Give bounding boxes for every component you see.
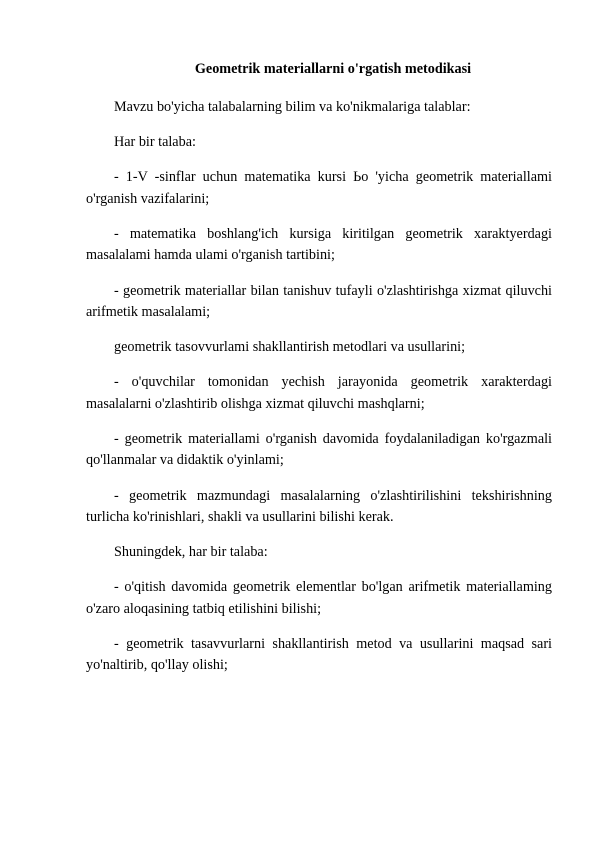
- paragraph-item-exercises: - o'quvchilar tomonidan yechish jarayonida geometrik xarakterdagi masalalarni o'zlashtirib olishga xizmat qiluvchi mashqlarni;: [86, 374, 552, 412]
- paragraph-item-checking: - geometrik mazmundagi masalalarning o'zlashtirilishini tekshirishning turlicha ko'rinishlari, shakli va usullarini bilishi kerak.: [86, 487, 552, 526]
- paragraph-requirements-intro: Mavzu bo'yicha talabalarning bilim va ko'nikmalariga talablar:: [114, 99, 471, 115]
- paragraph-item-tasks: - 1-V -sinflar uchun matematika kursi Ьо 'yicha geometrik materiallami o'rganish vazifalarini;: [86, 169, 552, 207]
- paragraph-item-visual-aids: - geometrik materiallami o'rganish davomida foydalaniladigan ko'rgazmali qo'llanmalar va didaktik o'yinlami;: [86, 431, 552, 469]
- paragraph-each-student: Har bir talaba:: [114, 134, 196, 151]
- document-title: Geometrik materiallarni o'rgatish metodikasi: [194, 61, 472, 77]
- document-body: [86, 97, 552, 691]
- paragraph-item-methods: geometrik tasovvurlami shakllantirish metodlari va usullarini;: [114, 339, 466, 356]
- paragraph-item-apply-methods: - geometrik tasavvurlarni shakllantirish metod va usullarini maqsad sari yo'naltirib, qo'llay olishi;: [86, 636, 552, 674]
- paragraph-also-each-student: Shuningdek, har bir talaba:: [114, 544, 268, 561]
- paragraph-item-arithmetic-problems: - geometrik materiallar bilan tanishuv tufayli o'zlashtirishga xizmat qiluvchi arifmetik masalalami;: [86, 282, 552, 321]
- paragraph-item-order: - matematika boshlang'ich kursiga kiritilgan geometrik xaraktyerdagi masalalami hamda ulami o'rganish tartibini;: [86, 226, 552, 264]
- paragraph-item-interconnection: - o'qitish davomida geometrik elementlar bo'lgan arifmetik materiallaming o'zaro aloqasining tatbiq etilishini bilishi;: [86, 579, 552, 617]
